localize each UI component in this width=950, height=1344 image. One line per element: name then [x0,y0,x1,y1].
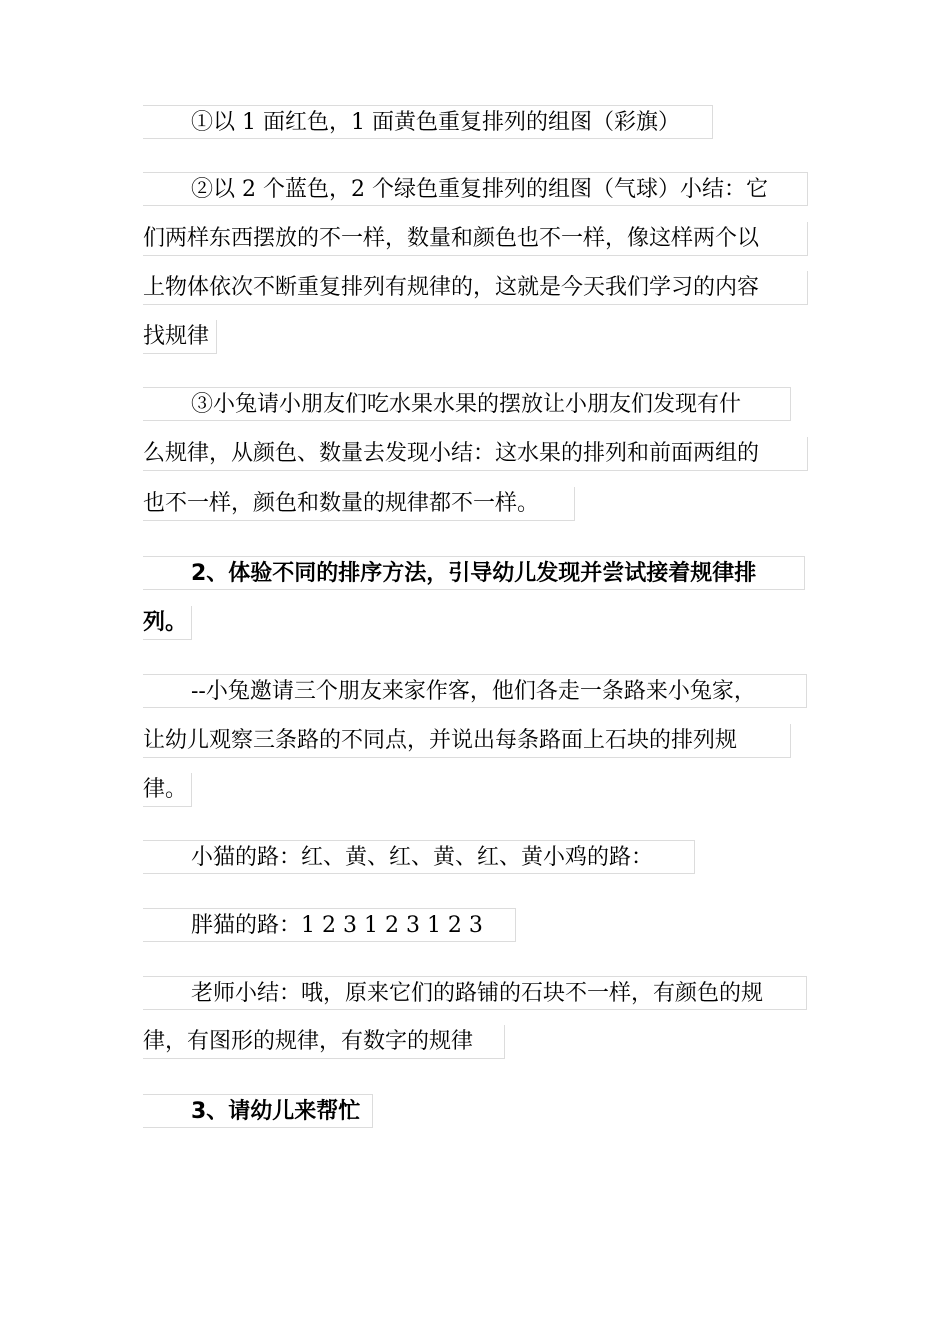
section-heading-3: 3、请幼儿来帮忙 [143,1094,373,1128]
section-heading-2-line-2: 列。 [143,606,192,640]
paragraph-2-line-4: 找规律 [143,320,217,354]
teacher-summary-line-1: 老师小结：哦，原来它们的路铺的石块不一样，有颜色的规 [143,976,807,1010]
paragraph-5-line-3: 律。 [143,773,192,807]
fat-cat-road-line: 胖猫的路：1 2 3 1 2 3 1 2 3 [143,908,516,942]
teacher-summary-line-2: 律，有图形的规律，有数字的规律 [143,1025,505,1059]
paragraph-5-line-2: 让幼儿观察三条路的不同点，并说出每条路面上石块的排列规 [143,724,791,758]
cat-road-line: 小猫的路：红、黄、红、黄、红、黄小鸡的路： [143,840,695,874]
paragraph-2-line-3: 上物体依次不断重复排列有规律的，这就是今天我们学习的内容 [143,271,808,305]
paragraph-3-line-3: 也不一样，颜色和数量的规律都不一样。 [143,487,575,521]
paragraph-2-line-1: ②以 2 个蓝色，2 个绿色重复排列的组图（气球）小结：它 [143,172,808,206]
section-heading-2-line-1: 2、体验不同的排序方法，引导幼儿发现并尝试接着规律排 [143,556,805,590]
paragraph-1-line-1: ①以 1 面红色，1 面黄色重复排列的组图（彩旗） [143,105,713,139]
paragraph-2-line-2: 们两样东西摆放的不一样，数量和颜色也不一样，像这样两个以 [143,222,808,256]
paragraph-5-line-1: --小兔邀请三个朋友来家作客，他们各走一条路来小兔家， [143,674,807,708]
paragraph-3-line-1: ③小兔请小朋友们吃水果水果的摆放让小朋友们发现有什 [143,387,791,421]
paragraph-3-line-2: 么规律，从颜色、数量去发现小结：这水果的排列和前面两组的 [143,437,808,471]
